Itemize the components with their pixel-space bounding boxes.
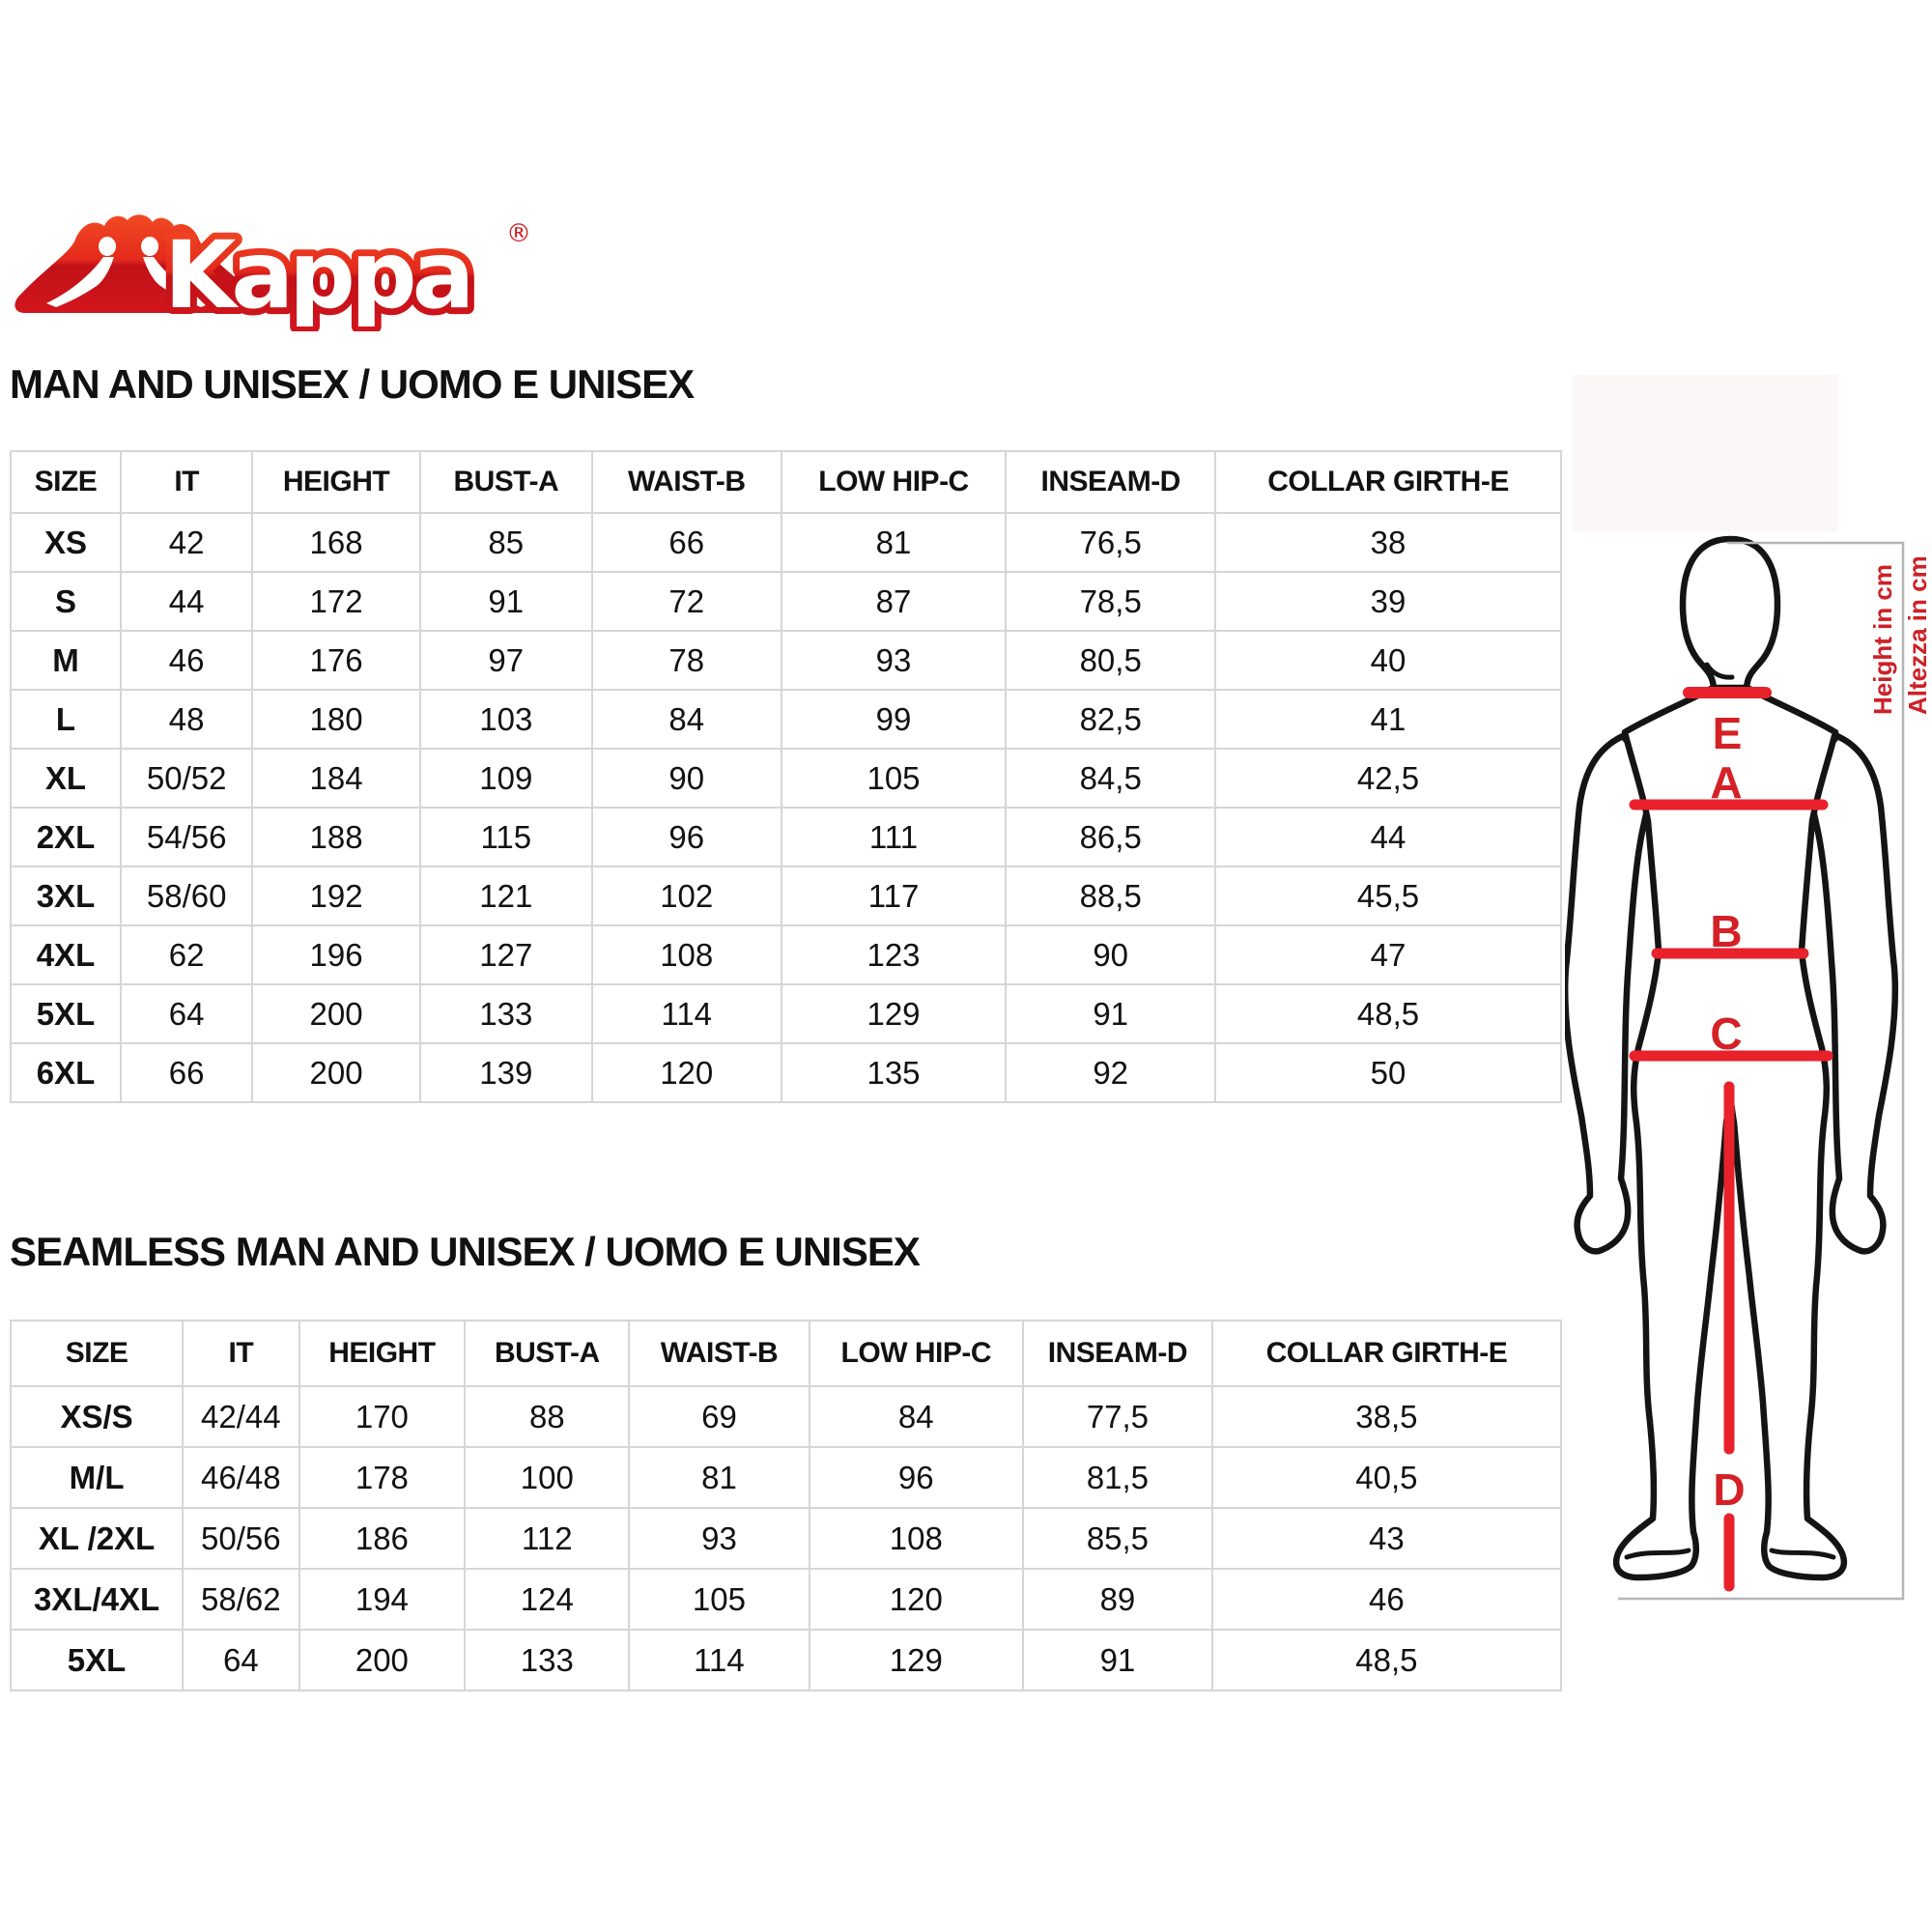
height-captions: [1868, 555, 1932, 715]
table-cell: 46/48: [183, 1447, 298, 1508]
table-cell: 105: [781, 749, 1007, 808]
label-c: C: [1710, 1009, 1743, 1059]
table-cell: 102: [592, 867, 781, 925]
table-cell: 93: [781, 631, 1007, 690]
table-cell: 105: [629, 1569, 809, 1630]
table-cell: 58/62: [183, 1569, 298, 1630]
table-cell: 90: [592, 749, 781, 808]
table-cell: 108: [810, 1508, 1023, 1569]
head-outline: [1683, 539, 1777, 688]
table-header-cell: COLLAR GIRTH-E: [1215, 451, 1561, 513]
table-cell: 38: [1215, 513, 1561, 572]
table-row: [11, 749, 1561, 808]
measurement-figure: [1565, 531, 1932, 1613]
table-cell: 50/52: [121, 749, 252, 808]
table-cell: 3XL: [11, 867, 121, 925]
table-cell: L: [11, 690, 121, 749]
table-cell: 78: [592, 631, 781, 690]
table-cell: 135: [781, 1043, 1007, 1102]
table-row: [11, 1447, 1561, 1508]
size-table-man-unisex: [10, 450, 1562, 1103]
table-cell: 64: [183, 1630, 298, 1690]
table-cell: 200: [252, 984, 419, 1043]
table-cell: 3XL/4XL: [11, 1569, 183, 1630]
table-cell: 42/44: [183, 1386, 298, 1447]
label-a: A: [1710, 757, 1743, 808]
table-cell: 81,5: [1023, 1447, 1212, 1508]
table-cell: 66: [592, 513, 781, 572]
table-cell: 200: [252, 1043, 419, 1102]
table-header-cell: SIZE: [11, 451, 121, 513]
table-cell: 194: [299, 1569, 466, 1630]
kappa-wordmark: Kappa: [164, 221, 470, 329]
table-row: [11, 1569, 1561, 1630]
table-cell: 42: [121, 513, 252, 572]
table-cell: 196: [252, 925, 419, 984]
table-row: [11, 867, 1561, 925]
table-cell: 168: [252, 513, 419, 572]
table-cell: 180: [252, 690, 419, 749]
table-cell: 186: [299, 1508, 466, 1569]
table-cell: 58/60: [121, 867, 252, 925]
label-b: B: [1710, 906, 1743, 956]
table-header-cell: BUST-A: [420, 451, 592, 513]
table-row: [11, 1043, 1561, 1102]
section-title-man-unisex: MAN AND UNISEX / UOMO E UNISEX: [10, 361, 695, 407]
table-cell: 139: [420, 1043, 592, 1102]
table-header-cell: WAIST-B: [629, 1321, 809, 1386]
table-cell: 50: [1215, 1043, 1561, 1102]
table-cell: 170: [299, 1386, 466, 1447]
table-row: [11, 1508, 1561, 1569]
table-cell: 120: [592, 1043, 781, 1102]
table-cell: 117: [781, 867, 1007, 925]
table-header-row: [11, 451, 1561, 513]
table-cell: 5XL: [11, 1630, 183, 1690]
table-cell: 4XL: [11, 925, 121, 984]
table-cell: 123: [781, 925, 1007, 984]
table-cell: 64: [121, 984, 252, 1043]
table-cell: 82,5: [1006, 690, 1215, 749]
table-cell: 42,5: [1215, 749, 1561, 808]
label-d: D: [1713, 1464, 1746, 1515]
table-cell: 85: [420, 513, 592, 572]
table-header-cell: LOW HIP-C: [781, 451, 1007, 513]
table-row: [11, 925, 1561, 984]
table-cell: 48,5: [1215, 984, 1561, 1043]
scan-artifact-rectangle: [1573, 375, 1838, 531]
table-cell: 200: [299, 1630, 466, 1690]
table-cell: 40,5: [1212, 1447, 1561, 1508]
table-header-row: [11, 1321, 1561, 1386]
table-cell: 96: [810, 1447, 1023, 1508]
table-cell: 184: [252, 749, 419, 808]
table-cell: 41: [1215, 690, 1561, 749]
table-row: [11, 1386, 1561, 1447]
table-cell: 129: [781, 984, 1007, 1043]
table-header-cell: INSEAM-D: [1006, 451, 1215, 513]
table-cell: 40: [1215, 631, 1561, 690]
table-cell: S: [11, 572, 121, 631]
table-header-cell: HEIGHT: [299, 1321, 466, 1386]
table-row: [11, 513, 1561, 572]
table-header-cell: INSEAM-D: [1023, 1321, 1212, 1386]
table-cell: 72: [592, 572, 781, 631]
table-header-cell: BUST-A: [465, 1321, 629, 1386]
table-cell: 96: [592, 808, 781, 867]
table-cell: 188: [252, 808, 419, 867]
table-cell: 50/56: [183, 1508, 298, 1569]
table-cell: 45,5: [1215, 867, 1561, 925]
table-row: [11, 984, 1561, 1043]
table-cell: 176: [252, 631, 419, 690]
kappa-logo: [12, 211, 538, 331]
table-cell: 86,5: [1006, 808, 1215, 867]
table-row: [11, 1630, 1561, 1690]
table-cell: 91: [1023, 1630, 1212, 1690]
table-header-cell: SIZE: [11, 1321, 183, 1386]
section-title-seamless: SEAMLESS MAN AND UNISEX / UOMO E UNISEX: [10, 1229, 920, 1274]
table-cell: 5XL: [11, 984, 121, 1043]
table-cell: 81: [781, 513, 1007, 572]
table-cell: 76,5: [1006, 513, 1215, 572]
table-cell: 133: [420, 984, 592, 1043]
table-cell: 99: [781, 690, 1007, 749]
size-table-seamless: [10, 1320, 1562, 1691]
table-cell: 114: [592, 984, 781, 1043]
table-cell: 84: [810, 1386, 1023, 1447]
table-cell: 129: [810, 1630, 1023, 1690]
table-header-cell: COLLAR GIRTH-E: [1212, 1321, 1561, 1386]
table-cell: 84: [592, 690, 781, 749]
altezza-in-cm-text: Altezza in cm: [1903, 555, 1932, 715]
table-cell: 89: [1023, 1569, 1212, 1630]
table-cell: 48,5: [1212, 1630, 1561, 1690]
table-cell: 62: [121, 925, 252, 984]
table-header-cell: HEIGHT: [252, 451, 419, 513]
table-cell: 91: [420, 572, 592, 631]
registered-mark: ®: [506, 219, 531, 248]
table-cell: M: [11, 631, 121, 690]
table-cell: 87: [781, 572, 1007, 631]
table-cell: 80,5: [1006, 631, 1215, 690]
table-cell: 114: [629, 1630, 809, 1690]
table-cell: XL: [11, 749, 121, 808]
table-cell: 78,5: [1006, 572, 1215, 631]
table-cell: 84,5: [1006, 749, 1215, 808]
table-cell: 44: [1215, 808, 1561, 867]
table-row: [11, 808, 1561, 867]
table-cell: 192: [252, 867, 419, 925]
table-cell: 178: [299, 1447, 466, 1508]
table-cell: 124: [465, 1569, 629, 1630]
table-cell: 47: [1215, 925, 1561, 984]
table-cell: 85,5: [1023, 1508, 1212, 1569]
table-cell: 54/56: [121, 808, 252, 867]
table-header-cell: LOW HIP-C: [810, 1321, 1023, 1386]
table-cell: 43: [1212, 1508, 1561, 1569]
table-row: [11, 690, 1561, 749]
table-cell: 120: [810, 1569, 1023, 1630]
table-header-cell: IT: [121, 451, 252, 513]
table-cell: 108: [592, 925, 781, 984]
table-header-cell: IT: [183, 1321, 298, 1386]
table-cell: 109: [420, 749, 592, 808]
table-cell: 100: [465, 1447, 629, 1508]
table-cell: 66: [121, 1043, 252, 1102]
table-cell: 39: [1215, 572, 1561, 631]
table-cell: 2XL: [11, 808, 121, 867]
table-cell: 111: [781, 808, 1007, 867]
table-cell: 97: [420, 631, 592, 690]
table-header-cell: WAIST-B: [592, 451, 781, 513]
table-cell: 103: [420, 690, 592, 749]
table-row: [11, 572, 1561, 631]
table-cell: 127: [420, 925, 592, 984]
table-cell: 81: [629, 1447, 809, 1508]
label-e: E: [1712, 708, 1743, 758]
table-cell: 48: [121, 690, 252, 749]
table-cell: 69: [629, 1386, 809, 1447]
table-cell: 90: [1006, 925, 1215, 984]
table-cell: 172: [252, 572, 419, 631]
table-cell: 115: [420, 808, 592, 867]
table-cell: XS/S: [11, 1386, 183, 1447]
table-cell: XL /2XL: [11, 1508, 183, 1569]
table-cell: 44: [121, 572, 252, 631]
height-in-cm-text: Height in cm: [1868, 563, 1897, 715]
table-cell: 93: [629, 1508, 809, 1569]
table-cell: 38,5: [1212, 1386, 1561, 1447]
table-cell: 112: [465, 1508, 629, 1569]
table-row: [11, 631, 1561, 690]
table-cell: 6XL: [11, 1043, 121, 1102]
table-cell: 91: [1006, 984, 1215, 1043]
table-cell: M/L: [11, 1447, 183, 1508]
table-cell: 92: [1006, 1043, 1215, 1102]
table-cell: 46: [121, 631, 252, 690]
table-cell: 133: [465, 1630, 629, 1690]
table-cell: 46: [1212, 1569, 1561, 1630]
table-cell: 88: [465, 1386, 629, 1447]
table-cell: 88,5: [1006, 867, 1215, 925]
table-cell: 121: [420, 867, 592, 925]
table-cell: XS: [11, 513, 121, 572]
table-cell: 77,5: [1023, 1386, 1212, 1447]
